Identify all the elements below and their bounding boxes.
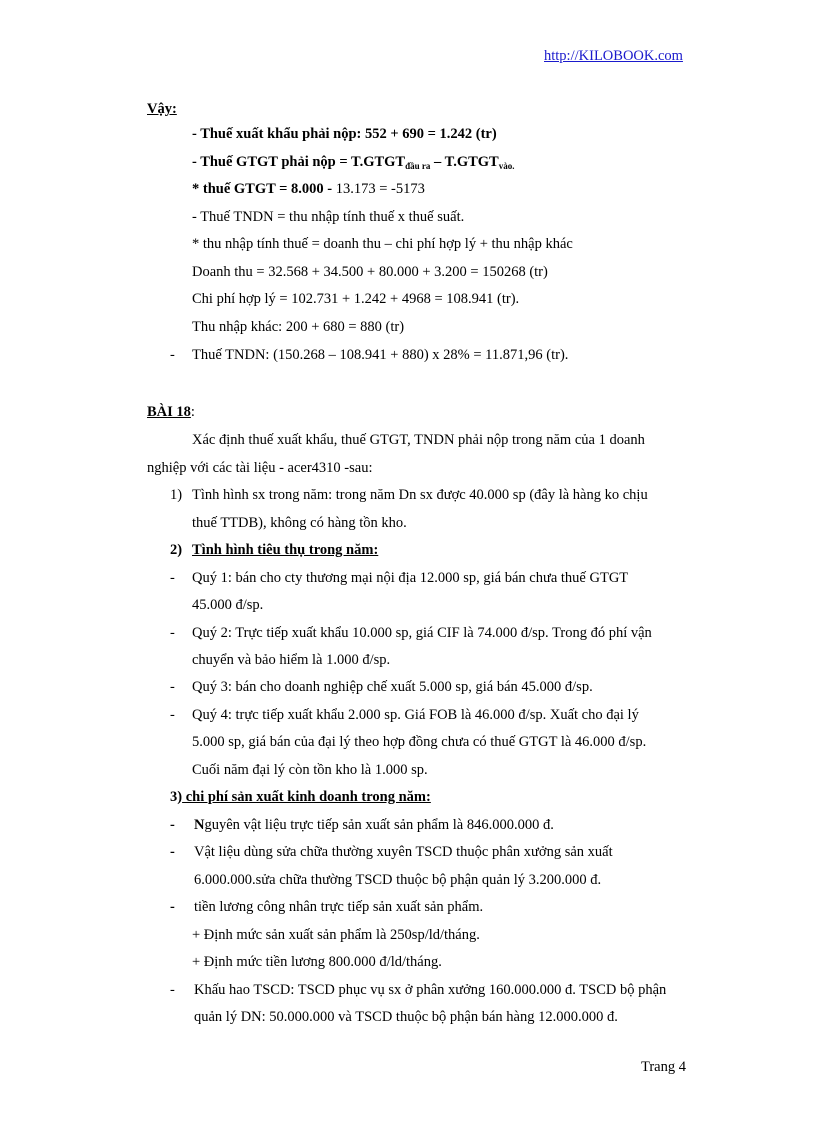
taxable-income-line: * thu nhập tính thuế = doanh thu – chi phí hợp lý + thu nhập khác: [192, 236, 573, 252]
c4-dash: -: [170, 982, 175, 998]
q4-line-3: Cuối năm đại lý còn tồn kho là 1.000 sp.: [192, 762, 428, 778]
section-3-number: 3): [170, 789, 183, 805]
page-number: Trang 4: [641, 1059, 686, 1075]
c1-line-1: [194, 816, 554, 834]
exercise-colon: :: [190, 404, 195, 420]
q1-line-1: Quý 1: bán cho cty thương mại nội địa 12.000 sp, giá bán chưa thuế GTGT: [192, 570, 629, 586]
vat-in-subscript: vào.: [498, 161, 515, 171]
reasonable-cost-line: Chi phí hợp lý = 102.731 + 1.242 + 4968 = 108.941 (tr).: [192, 291, 520, 307]
vat-calc-bold: * thuế GTGT = 8.000 -: [192, 181, 336, 197]
vat-calc-rest: 13.173 = -5173: [335, 181, 425, 197]
q2-line-2: chuyển và bảo hiểm là 1.000 đ/sp.: [192, 652, 391, 668]
q2-line-1: Quý 2: Trực tiếp xuất khẩu 10.000 sp, giá CIF là 74.000 đ/sp. Trong đó phí vận: [192, 625, 652, 641]
vat-calc-line: [192, 180, 425, 198]
section-1-line-2: thuế TTDB), không có hàng tồn kho.: [192, 515, 407, 531]
vat-payable-line: [192, 153, 514, 175]
q3-dash: -: [170, 679, 175, 695]
c2-dash: -: [170, 844, 175, 860]
section-2-title: Tình hình tiêu thụ trong năm:: [192, 542, 379, 558]
cit-result-dash: -: [170, 347, 175, 363]
intro-line-2: nghiệp với các tài liệu - acer4310 -sau:: [147, 460, 373, 476]
c3-dash: -: [170, 899, 175, 915]
cit-result-line: Thuế TNDN: (150.268 – 108.941 + 880) x 28% = 11.871,96 (tr).: [192, 347, 569, 363]
c3-line-1: tiền lương công nhân trực tiếp sản xuất sản phẩm.: [194, 899, 484, 915]
section-3-title: chi phí sản xuất kinh doanh trong năm:: [182, 789, 431, 805]
q4-line-2: 5.000 sp, giá bán của đại lý theo hợp đồng chưa có thuế GTGT là 46.000 đ/sp.: [192, 734, 647, 750]
q4-line-1: Quý 4: trực tiếp xuất khẩu 2.000 sp. Giá FOB là 46.000 đ/sp. Xuất cho đại lý: [192, 707, 639, 723]
c1-rest: guyên vật liệu trực tiếp sản xuất sản phẩm là 846.000.000 đ.: [204, 817, 554, 833]
other-income-line: Thu nhập khác: 200 + 680 = 880 (tr): [192, 319, 405, 335]
q1-dash: -: [170, 570, 175, 586]
c4-line-1: Khấu hao TSCD: TSCD phục vụ sx ở phân xưởng 160.000.000 đ. TSCD bộ phận: [194, 982, 667, 998]
q4-dash: -: [170, 707, 175, 723]
c1-dash: -: [170, 817, 175, 833]
section-3-heading: [170, 788, 431, 806]
cit-formula-line: - Thuế TNDN = thu nhập tính thuế x thuế suất.: [192, 209, 465, 225]
q1-line-2: 45.000 đ/sp.: [192, 597, 264, 613]
vat-payable-mid: – T.GTGT: [430, 154, 499, 170]
exercise-title: BÀI 18: [147, 404, 191, 420]
c1-first-letter: N: [194, 817, 205, 833]
c2-line-2: 6.000.000.sửa chữa thường TSCD thuộc bộ phận quản lý 3.200.000 đ.: [194, 872, 602, 888]
c3-line-2: + Định mức sản xuất sản phẩm là 250sp/ld/tháng.: [192, 927, 480, 943]
section-1-line-1: Tình hình sx trong năm: trong năm Dn sx được 40.000 sp (đây là hàng ko chịu: [192, 487, 648, 503]
export-tax-line: - Thuế xuất khẩu phải nộp: 552 + 690 = 1.242 (tr): [192, 126, 497, 142]
vat-payable-text: - Thuế GTGT phải nộp = T.GTGT: [192, 154, 406, 170]
c2-line-1: Vật liệu dùng sửa chữa thường xuyên TSCD thuộc phân xưởng sản xuất: [194, 844, 613, 860]
section-2-number: 2): [170, 542, 183, 558]
q2-dash: -: [170, 625, 175, 641]
revenue-line: Doanh thu = 32.568 + 34.500 + 80.000 + 3.200 = 150268 (tr): [192, 264, 548, 280]
intro-line-1: Xác định thuế xuất khẩu, thuế GTGT, TNDN phải nộp trong năm của 1 doanh: [192, 432, 645, 448]
vat-out-subscript: đầu ra: [405, 161, 431, 171]
c4-line-2: quản lý DN: 50.000.000 và TSCD thuộc bộ phận bán hàng 12.000.000 đ.: [194, 1009, 618, 1025]
section-1-number: 1): [170, 487, 183, 503]
q3-line-1: Quý 3: bán cho doanh nghiệp chế xuất 5.000 sp, giá bán 45.000 đ/sp.: [192, 679, 593, 695]
header-url-link[interactable]: http://KILOBOOK.com: [544, 48, 683, 64]
conclusion-heading: Vậy:: [147, 101, 177, 117]
exercise-heading: [147, 403, 195, 421]
c3-line-3: + Định mức tiền lương 800.000 đ/ld/tháng.: [192, 954, 442, 970]
